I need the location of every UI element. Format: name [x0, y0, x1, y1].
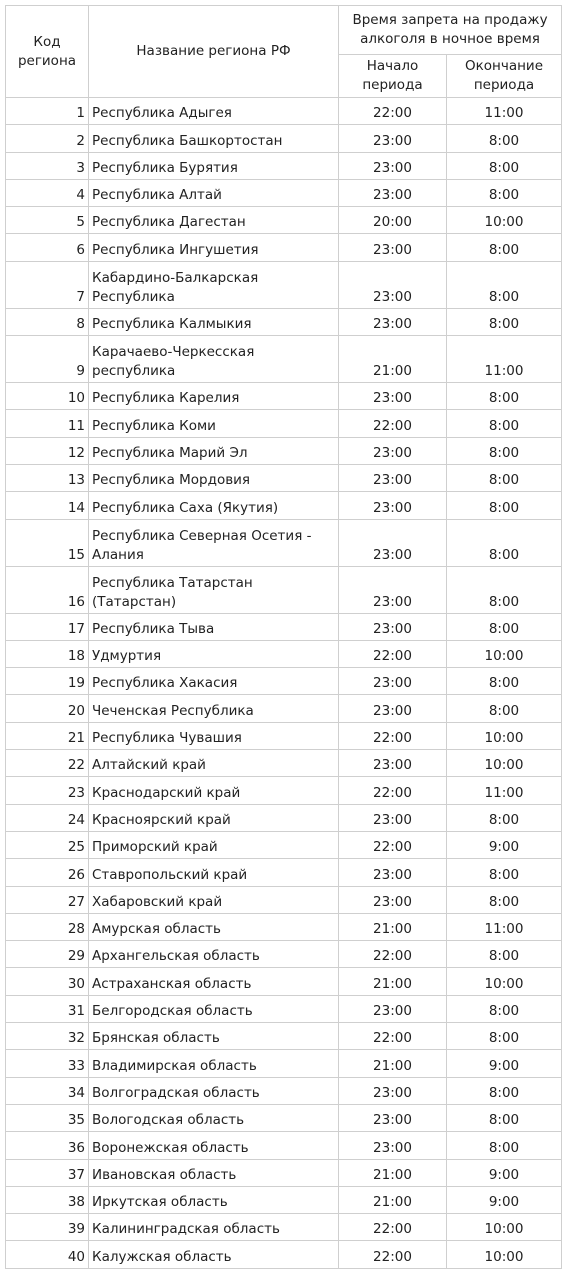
ban-end-cell: 9:00 [447, 831, 562, 858]
ban-end-cell: 8:00 [447, 152, 562, 179]
ban-end-cell: 9:00 [447, 1186, 562, 1213]
ban-end-cell: 8:00 [447, 613, 562, 640]
region-code-cell: 40 [6, 1241, 89, 1268]
region-code-cell: 13 [6, 464, 89, 491]
region-code-cell: 22 [6, 750, 89, 777]
table-row [6, 831, 562, 858]
table-row [6, 336, 562, 383]
table-row [6, 234, 562, 261]
region-code-cell: 19 [6, 668, 89, 695]
ban-start-cell: 23:00 [339, 886, 447, 913]
region-code-cell: 25 [6, 831, 89, 858]
table-row [6, 1159, 562, 1186]
ban-end-cell: 11:00 [447, 913, 562, 940]
ban-end-cell: 8:00 [447, 437, 562, 464]
region-code-cell: 8 [6, 308, 89, 335]
ban-start-cell: 23:00 [339, 859, 447, 886]
ban-start-cell: 22:00 [339, 1023, 447, 1050]
table-row [6, 941, 562, 968]
region-name-cell: Ивановская область [89, 1159, 339, 1186]
region-name-cell: Республика Саха (Якутия) [89, 492, 339, 519]
region-name-cell: Красноярский край [89, 804, 339, 831]
ban-start-cell: 23:00 [339, 383, 447, 410]
region-code-cell: 9 [6, 336, 89, 383]
ban-end-cell: 8:00 [447, 886, 562, 913]
column-header-start: Начало периода [339, 55, 447, 98]
region-code-cell: 37 [6, 1159, 89, 1186]
table-row [6, 519, 562, 566]
region-name-cell: Краснодарский край [89, 777, 339, 804]
ban-start-cell: 23:00 [339, 179, 447, 206]
ban-end-cell: 11:00 [447, 336, 562, 383]
region-name-cell: Иркутская область [89, 1186, 339, 1213]
ban-start-cell: 22:00 [339, 1241, 447, 1268]
table-body [6, 98, 562, 1269]
ban-end-cell: 8:00 [447, 859, 562, 886]
table-row [6, 464, 562, 491]
region-code-cell: 15 [6, 519, 89, 566]
table-row [6, 152, 562, 179]
ban-end-cell: 10:00 [447, 1214, 562, 1241]
region-code-cell: 10 [6, 383, 89, 410]
region-code-cell: 5 [6, 207, 89, 234]
table-row [6, 750, 562, 777]
table-row [6, 995, 562, 1022]
table-row [6, 613, 562, 640]
region-code-cell: 24 [6, 804, 89, 831]
region-name-cell: Удмуртия [89, 640, 339, 667]
ban-start-cell: 22:00 [339, 410, 447, 437]
region-name-cell: Алтайский край [89, 750, 339, 777]
ban-end-cell: 8:00 [447, 1077, 562, 1104]
region-name-cell: Республика Адыгея [89, 98, 339, 125]
region-code-cell: 12 [6, 437, 89, 464]
table-row [6, 437, 562, 464]
region-name-cell: Кабардино-Балкарская Республика [89, 261, 339, 308]
ban-start-cell: 21:00 [339, 1050, 447, 1077]
ban-end-cell: 8:00 [447, 668, 562, 695]
region-name-cell: Вологодская область [89, 1104, 339, 1131]
ban-end-cell: 8:00 [447, 519, 562, 566]
ban-start-cell: 23:00 [339, 750, 447, 777]
region-name-cell: Воронежская область [89, 1132, 339, 1159]
ban-start-cell: 22:00 [339, 722, 447, 749]
table-row [6, 1241, 562, 1268]
ban-end-cell: 11:00 [447, 777, 562, 804]
region-code-cell: 3 [6, 152, 89, 179]
table-row [6, 968, 562, 995]
region-code-cell: 32 [6, 1023, 89, 1050]
table-row [6, 695, 562, 722]
region-code-cell: 34 [6, 1077, 89, 1104]
ban-start-cell: 23:00 [339, 1104, 447, 1131]
ban-end-cell: 8:00 [447, 125, 562, 152]
region-code-cell: 35 [6, 1104, 89, 1131]
region-name-cell: Республика Ингушетия [89, 234, 339, 261]
region-code-cell: 31 [6, 995, 89, 1022]
region-code-cell: 36 [6, 1132, 89, 1159]
ban-start-cell: 23:00 [339, 234, 447, 261]
column-header-end: Окончание периода [447, 55, 562, 98]
column-header-ban-time: Время запрета на продажу алкоголя в ночное время [339, 6, 562, 55]
table-row [6, 261, 562, 308]
table-row [6, 383, 562, 410]
region-code-cell: 33 [6, 1050, 89, 1077]
ban-start-cell: 23:00 [339, 566, 447, 613]
region-code-cell: 27 [6, 886, 89, 913]
region-code-cell: 26 [6, 859, 89, 886]
region-code-cell: 4 [6, 179, 89, 206]
table-row [6, 668, 562, 695]
table-row [6, 1132, 562, 1159]
table-row [6, 913, 562, 940]
region-code-cell: 7 [6, 261, 89, 308]
ban-start-cell: 23:00 [339, 152, 447, 179]
ban-start-cell: 23:00 [339, 1077, 447, 1104]
ban-end-cell: 8:00 [447, 383, 562, 410]
region-name-cell: Республика Башкортостан [89, 125, 339, 152]
ban-end-cell: 8:00 [447, 492, 562, 519]
ban-end-cell: 10:00 [447, 722, 562, 749]
table-header [6, 6, 562, 98]
table-row [6, 179, 562, 206]
region-code-cell: 39 [6, 1214, 89, 1241]
region-name-cell: Республика Марий Эл [89, 437, 339, 464]
ban-end-cell: 8:00 [447, 804, 562, 831]
region-code-cell: 30 [6, 968, 89, 995]
ban-end-cell: 8:00 [447, 941, 562, 968]
ban-end-cell: 8:00 [447, 695, 562, 722]
region-name-cell: Брянская область [89, 1023, 339, 1050]
region-name-cell: Республика Карелия [89, 383, 339, 410]
ban-start-cell: 23:00 [339, 261, 447, 308]
region-code-cell: 6 [6, 234, 89, 261]
table-row [6, 859, 562, 886]
region-code-cell: 1 [6, 98, 89, 125]
table-row [6, 207, 562, 234]
ban-start-cell: 23:00 [339, 995, 447, 1022]
region-code-cell: 20 [6, 695, 89, 722]
ban-end-cell: 8:00 [447, 410, 562, 437]
ban-end-cell: 8:00 [447, 308, 562, 335]
ban-end-cell: 8:00 [447, 261, 562, 308]
ban-end-cell: 10:00 [447, 1241, 562, 1268]
region-name-cell: Белгородская область [89, 995, 339, 1022]
region-name-cell: Владимирская область [89, 1050, 339, 1077]
region-name-cell: Республика Коми [89, 410, 339, 437]
region-name-cell: Чеченская Республика [89, 695, 339, 722]
table-row [6, 308, 562, 335]
ban-start-cell: 23:00 [339, 1132, 447, 1159]
ban-end-cell: 8:00 [447, 1023, 562, 1050]
ban-start-cell: 23:00 [339, 804, 447, 831]
table-row [6, 886, 562, 913]
ban-end-cell: 11:00 [447, 98, 562, 125]
table-row [6, 410, 562, 437]
table-row [6, 1023, 562, 1050]
ban-end-cell: 10:00 [447, 968, 562, 995]
region-name-cell: Республика Алтай [89, 179, 339, 206]
region-code-cell: 14 [6, 492, 89, 519]
region-name-cell: Республика Татарстан (Татарстан) [89, 566, 339, 613]
table-row [6, 1077, 562, 1104]
ban-start-cell: 23:00 [339, 668, 447, 695]
region-name-cell: Республика Калмыкия [89, 308, 339, 335]
table-row [6, 1050, 562, 1077]
region-name-cell: Республика Хакасия [89, 668, 339, 695]
ban-start-cell: 23:00 [339, 464, 447, 491]
region-code-cell: 38 [6, 1186, 89, 1213]
table-row [6, 640, 562, 667]
ban-start-cell: 22:00 [339, 941, 447, 968]
table-row [6, 566, 562, 613]
region-name-cell: Ставропольский край [89, 859, 339, 886]
table-row [6, 1214, 562, 1241]
region-code-cell: 11 [6, 410, 89, 437]
ban-end-cell: 8:00 [447, 234, 562, 261]
region-name-cell: Республика Тыва [89, 613, 339, 640]
ban-end-cell: 10:00 [447, 207, 562, 234]
column-header-name: Название региона РФ [89, 6, 339, 98]
ban-start-cell: 23:00 [339, 437, 447, 464]
ban-start-cell: 21:00 [339, 1159, 447, 1186]
ban-end-cell: 9:00 [447, 1159, 562, 1186]
ban-end-cell: 8:00 [447, 179, 562, 206]
column-header-code: Код региона [6, 6, 89, 98]
region-code-cell: 17 [6, 613, 89, 640]
ban-end-cell: 8:00 [447, 566, 562, 613]
ban-start-cell: 22:00 [339, 1214, 447, 1241]
ban-end-cell: 8:00 [447, 1104, 562, 1131]
ban-start-cell: 23:00 [339, 308, 447, 335]
table-row [6, 722, 562, 749]
ban-start-cell: 22:00 [339, 831, 447, 858]
region-name-cell: Республика Чувашия [89, 722, 339, 749]
region-name-cell: Амурская область [89, 913, 339, 940]
region-name-cell: Республика Дагестан [89, 207, 339, 234]
region-code-cell: 21 [6, 722, 89, 749]
region-code-cell: 28 [6, 913, 89, 940]
ban-start-cell: 22:00 [339, 640, 447, 667]
ban-end-cell: 10:00 [447, 750, 562, 777]
region-name-cell: Республика Северная Осетия - Алания [89, 519, 339, 566]
region-name-cell: Калужская область [89, 1241, 339, 1268]
ban-end-cell: 10:00 [447, 640, 562, 667]
table-row [6, 98, 562, 125]
ban-start-cell: 22:00 [339, 98, 447, 125]
ban-start-cell: 23:00 [339, 613, 447, 640]
table-row [6, 1104, 562, 1131]
ban-start-cell: 23:00 [339, 695, 447, 722]
table-row [6, 777, 562, 804]
ban-start-cell: 23:00 [339, 492, 447, 519]
region-name-cell: Калининградская область [89, 1214, 339, 1241]
ban-start-cell: 21:00 [339, 968, 447, 995]
ban-start-cell: 23:00 [339, 125, 447, 152]
table-row [6, 492, 562, 519]
region-name-cell: Архангельская область [89, 941, 339, 968]
ban-end-cell: 8:00 [447, 1132, 562, 1159]
table-row [6, 125, 562, 152]
ban-end-cell: 8:00 [447, 464, 562, 491]
region-name-cell: Карачаево-Черкесская республика [89, 336, 339, 383]
ban-start-cell: 20:00 [339, 207, 447, 234]
ban-start-cell: 21:00 [339, 913, 447, 940]
region-name-cell: Волгоградская область [89, 1077, 339, 1104]
ban-end-cell: 9:00 [447, 1050, 562, 1077]
table-row [6, 804, 562, 831]
ban-start-cell: 21:00 [339, 1186, 447, 1213]
ban-start-cell: 23:00 [339, 519, 447, 566]
region-code-cell: 29 [6, 941, 89, 968]
region-code-cell: 16 [6, 566, 89, 613]
region-code-cell: 2 [6, 125, 89, 152]
alcohol-ban-table [5, 5, 562, 1269]
ban-start-cell: 22:00 [339, 777, 447, 804]
region-name-cell: Астраханская область [89, 968, 339, 995]
ban-end-cell: 8:00 [447, 995, 562, 1022]
region-name-cell: Хабаровский край [89, 886, 339, 913]
region-code-cell: 23 [6, 777, 89, 804]
ban-start-cell: 21:00 [339, 336, 447, 383]
region-code-cell: 18 [6, 640, 89, 667]
region-name-cell: Республика Бурятия [89, 152, 339, 179]
region-name-cell: Приморский край [89, 831, 339, 858]
region-name-cell: Республика Мордовия [89, 464, 339, 491]
